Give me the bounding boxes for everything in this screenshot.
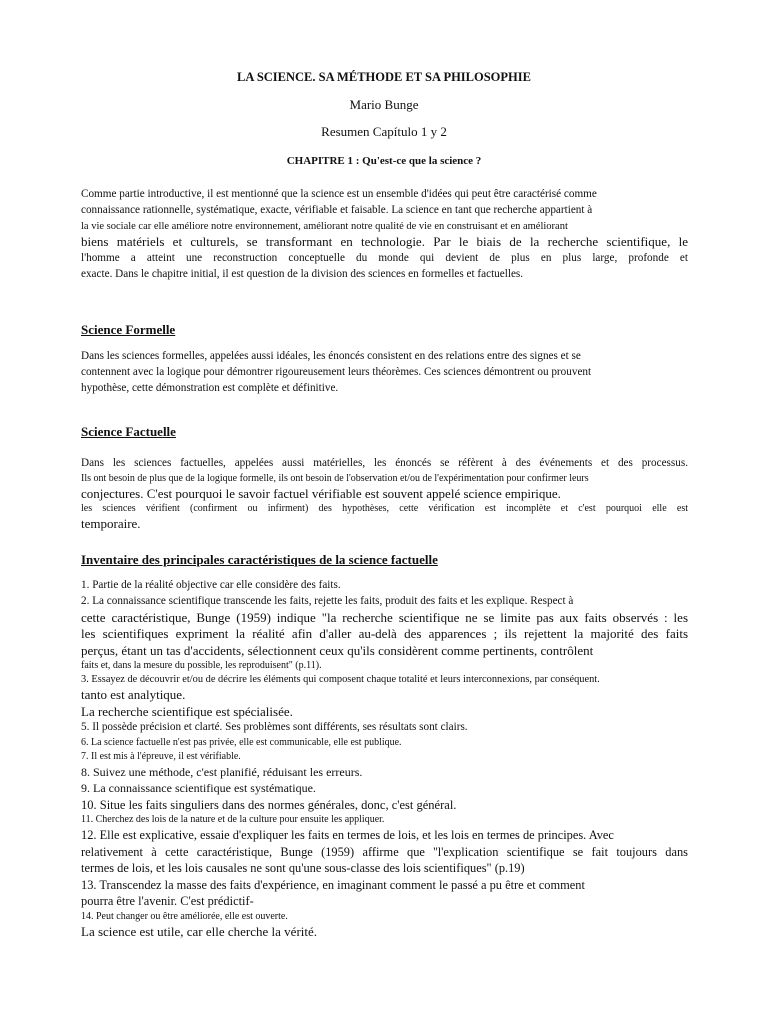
list-item: pourra être l'avenir. C'est prédictif-: [81, 894, 254, 909]
list-item: 11. Cherchez des lois de la nature et de la culture pour ensuite les appliquer.: [81, 814, 385, 826]
list-item: La science est utile, car elle cherche la vérité.: [81, 923, 318, 939]
text-line: Dans les sciences factuelles, appelées aussi matérielles, les énoncés se réfèrent à des événements et des processus.: [81, 457, 688, 469]
section-heading-factuelle: Science Factuelle: [81, 424, 176, 439]
list-item: 1. Partie de la réalité objective car elle considère des faits.: [81, 579, 341, 591]
text-line: Comme partie introductive, il est mentionné que la science est un ensemble d'idées qui peut être caractérisé comme: [81, 188, 597, 200]
formelle-paragraph: [81, 349, 688, 396]
text-line: l'homme a atteint une reconstruction conceptuelle du monde qui devient de plus en plus large, profonde et: [81, 251, 688, 264]
text-line: temporaire.: [81, 516, 141, 532]
list-item: relativement à cette caractéristique, Bunge (1959) affirme que ''l'explication scientifique se fait toujours dans: [81, 844, 688, 859]
list-item: tanto est analytique.: [81, 687, 186, 703]
section-heading-formelle: Science Formelle: [81, 322, 176, 337]
list-item: 3. Essayez de découvrir et/ou de décrire les éléments qui composent chaque totalité et leurs interconnexions, par conséquent.: [81, 674, 600, 686]
author-name: Mario Bunge: [349, 97, 419, 112]
text-line: exacte. Dans le chapitre initial, il est question de la division des sciences en formelles et factuelles.: [81, 267, 524, 280]
text-line: Dans les sciences formelles, appelées aussi idéales, les énoncés consistent en des relations entre des signes et se: [81, 350, 581, 362]
text-line: Ils ont besoin de plus que de la logique formelle, ils ont besoin de l'observation et/ou de l'expérimentation pour confirmer leurs: [81, 472, 589, 484]
text-line: hypothèse, cette démonstration est complète et définitive.: [81, 381, 339, 394]
intro-paragraph: [81, 187, 688, 282]
list-item: 7. Il est mis à l'épreuve, il est vérifiable.: [81, 750, 241, 762]
factuelle-paragraph: [81, 456, 688, 533]
document-subtitle: Resumen Capítulo 1 y 2: [321, 124, 447, 139]
list-item: faits et, dans la mesure du possible, les reproduisent" (p.11).: [81, 660, 322, 672]
list-item: 9. La connaissance scientifique est systématique.: [81, 781, 316, 796]
list-item: 13. Transcendez la masse des faits d'expérience, en imaginant comment le passé a pu être et comment: [81, 877, 585, 892]
text-line: la vie sociale car elle améliore notre environnement, améliorant notre qualité de vie en construisant et en améliorant: [81, 220, 568, 232]
list-item: 5. Il possède précision et clarté. Ses problèmes sont différents, ses résultats sont clairs.: [81, 721, 468, 734]
list-item: 10. Situe les faits singuliers dans des normes générales, donc, c'est général.: [81, 797, 457, 812]
list-item: 6. La science factuelle n'est pas privée, elle est communicable, elle est publique.: [81, 736, 402, 748]
chapter-heading: CHAPITRE 1 : Qu'est-ce que la science ?: [286, 155, 482, 167]
list-item: termes de lois, et les lois causales ne sont qu'une sous-classe des lois scientifiques" (p.19): [81, 861, 525, 876]
list-item: perçus, étant un tas d'accidents, sélectionnent ceux qu'ils considèrent comme pertinents, contrôlent: [81, 642, 594, 658]
list-item: 14. Peut changer ou être améliorée, elle est ouverte.: [81, 910, 288, 922]
text-line: les sciences vérifient (confirment ou infirment) des hypothèses, cette vérification est incomplète et c'est pourquoi elle est: [81, 503, 688, 515]
document-title: LA SCIENCE. SA MÉTHODE ET SA PHILOSOPHIE: [237, 70, 531, 84]
text-line: conjectures. C'est pourquoi le savoir factuel vérifiable est souvent appelé science empirique.: [81, 485, 561, 501]
list-item: 2. La connaissance scientifique transcende les faits, rejette les faits, produit des faits et les explique. Respect à: [81, 594, 574, 607]
list-item: 12. Elle est explicative, essaie d'expliquer les faits en termes de lois, et les lois en termes de principes. Avec: [81, 828, 614, 843]
list-item: les scientifiques expriment la réalité afin d'aller au-delà des apparences ; ils rejettent la majorité des faits: [81, 626, 688, 642]
text-line: connaissance rationnelle, systématique, exacte, vérifiable et faisable. La science en tant que recherche appartient à: [81, 203, 593, 216]
text-line: contennent avec la logique pour démontrer rigoureusement leurs théorèmes. Ces sciences démontrent ou prouvent: [81, 365, 592, 378]
list-item: La recherche scientifique est spécialisée.: [81, 703, 293, 719]
text-line: biens matériels et culturels, se transformant en technologie. Par le biais de la recherche scientifique, le: [81, 234, 688, 250]
section-heading-inventaire: Inventaire des principales caractéristiques de la science factuelle: [81, 552, 438, 567]
list-item: cette caractéristique, Bunge (1959) indique "la recherche scientifique ne se limite pas aux faits observés : les: [81, 609, 688, 625]
list-item: 8. Suivez une méthode, c'est planifié, réduisant les erreurs.: [81, 764, 363, 779]
inventaire-list: [81, 578, 688, 940]
